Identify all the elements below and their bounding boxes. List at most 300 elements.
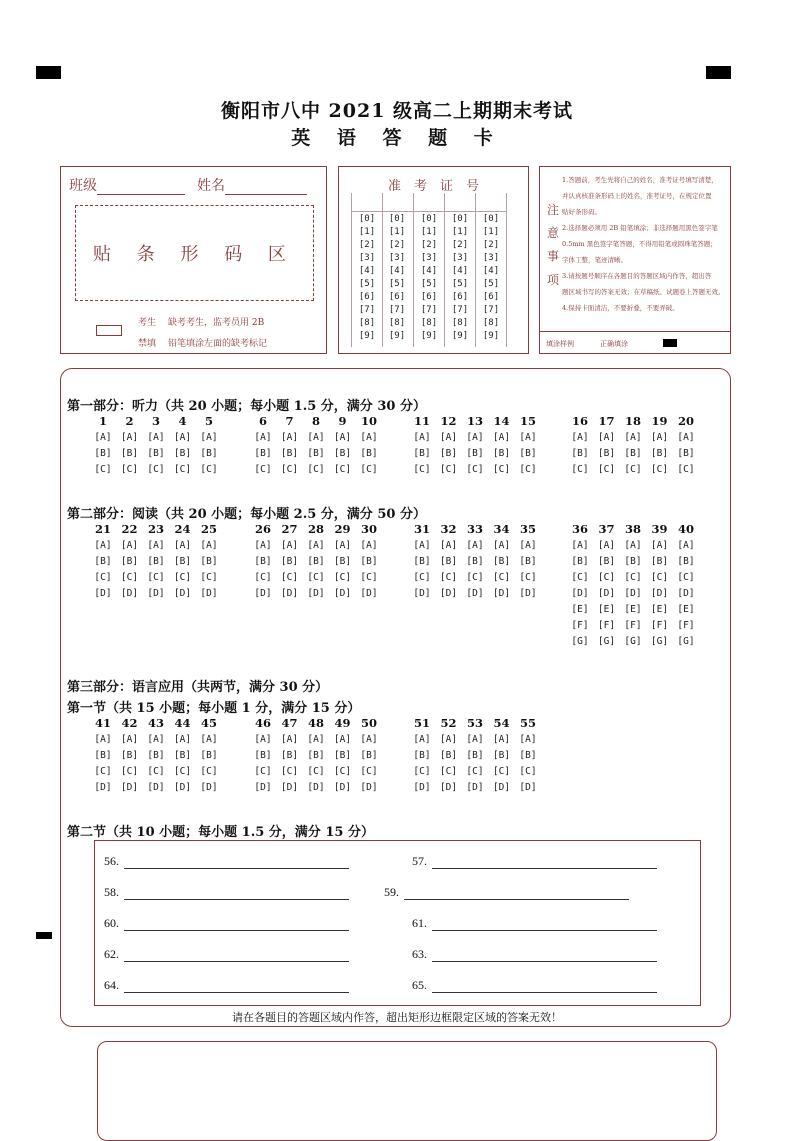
blank-number: 62. [104, 947, 119, 961]
admission-digit-bubble[interactable]: [6] [420, 292, 438, 302]
part2-option-bubble[interactable]: [A] [492, 540, 511, 551]
registration-mark-top-right [706, 66, 731, 79]
admission-digit-bubble[interactable]: [5] [358, 279, 376, 289]
part1-option-bubble[interactable]: [A] [519, 432, 537, 443]
part2-option-bubble[interactable]: [D] [439, 588, 458, 599]
part1-option-bubble[interactable]: [A] [492, 432, 511, 443]
blank-answer-line[interactable] [124, 992, 349, 993]
part2-option-bubble[interactable]: [F] [597, 620, 616, 631]
part1-option-bubble[interactable]: [B] [492, 448, 511, 459]
part3-option-bubble[interactable]: [D] [360, 782, 378, 793]
part2-option-bubble[interactable]: [F] [624, 620, 642, 631]
absent-mark-box[interactable] [96, 325, 122, 336]
admission-digit-bubble[interactable]: [4] [358, 266, 376, 276]
part3-option-bubble[interactable]: [A] [120, 734, 139, 745]
part1-option-bubble[interactable]: [B] [147, 448, 165, 459]
part2-option-bubble[interactable]: [C] [624, 572, 642, 583]
part2-option-bubble[interactable]: [B] [466, 556, 484, 567]
part2-option-bubble[interactable]: [D] [492, 588, 511, 599]
part3-option-bubble[interactable]: [A] [333, 734, 352, 745]
part1-option-bubble[interactable]: [B] [120, 448, 139, 459]
admission-digit-bubble[interactable]: [3] [482, 253, 500, 263]
part1-option-bubble[interactable]: [A] [200, 432, 218, 443]
part1-option-bubble[interactable]: [B] [597, 448, 616, 459]
part1-option-bubble[interactable]: [C] [677, 464, 695, 475]
part2-option-bubble[interactable]: [D] [677, 588, 695, 599]
part2-option-bubble[interactable]: [D] [597, 588, 616, 599]
admission-digit-bubble[interactable]: [3] [388, 253, 406, 263]
part3-option-bubble[interactable]: [B] [280, 750, 299, 761]
part2-option-bubble[interactable]: [C] [307, 572, 325, 583]
part2-option-bubble[interactable]: [B] [624, 556, 642, 567]
part3-option-bubble[interactable]: [D] [307, 782, 325, 793]
part2-option-bubble[interactable]: [A] [360, 540, 378, 551]
blank-answer-line[interactable] [124, 899, 349, 900]
admission-digit-bubble[interactable]: [1] [482, 227, 500, 237]
blank-answer-line[interactable] [432, 930, 657, 931]
part1-option-bubble[interactable]: [A] [439, 432, 458, 443]
admission-digit-bubble[interactable]: [7] [358, 305, 376, 315]
admission-digit-bubble[interactable]: [2] [420, 240, 438, 250]
admission-digit-bubble[interactable]: [6] [388, 292, 406, 302]
part2-option-bubble[interactable]: [C] [120, 572, 139, 583]
part3-option-bubble[interactable]: [C] [120, 766, 139, 777]
part2-question-number: 36 [571, 522, 588, 536]
admission-digit-bubble[interactable]: [2] [358, 240, 376, 250]
part2-option-bubble[interactable]: [C] [147, 572, 165, 583]
blank-answer-line[interactable] [432, 868, 657, 869]
part1-option-bubble[interactable]: [C] [333, 464, 352, 475]
part1-option-bubble[interactable]: [A] [360, 432, 378, 443]
part2-option-bubble[interactable]: [E] [677, 604, 695, 615]
part2-option-bubble[interactable]: [A] [650, 540, 669, 551]
part1-option-bubble[interactable]: [B] [439, 448, 458, 459]
admission-digit-bubble[interactable]: [0] [358, 214, 376, 224]
part3-option-bubble[interactable]: [A] [173, 734, 192, 745]
admission-digit-bubble[interactable]: [4] [420, 266, 438, 276]
part2-option-bubble[interactable]: [B] [439, 556, 458, 567]
part2-option-bubble[interactable]: [D] [200, 588, 218, 599]
part2-option-bubble[interactable]: [B] [94, 556, 112, 567]
part3-option-bubble[interactable]: [C] [413, 766, 431, 777]
part2-option-bubble[interactable]: [B] [519, 556, 537, 567]
notice-line: 3.请按题号顺序在各题目的答题区域内作答，超出答 [562, 272, 712, 280]
part1-question-number: 10 [360, 414, 377, 428]
part1-option-bubble[interactable]: [A] [466, 432, 484, 443]
part1-option-bubble[interactable]: [A] [120, 432, 139, 443]
part3-option-bubble[interactable]: [A] [254, 734, 272, 745]
part1-option-bubble[interactable]: [C] [173, 464, 192, 475]
part2-option-bubble[interactable]: [D] [624, 588, 642, 599]
part2-question-number: 32 [440, 522, 457, 536]
part2-option-bubble[interactable]: [A] [413, 540, 431, 551]
part2-option-bubble[interactable]: [E] [597, 604, 616, 615]
part2-option-bubble[interactable]: [E] [571, 604, 589, 615]
part2-question-number: 40 [677, 522, 694, 536]
part3-option-bubble[interactable]: [C] [307, 766, 325, 777]
part1-option-bubble[interactable]: [C] [466, 464, 484, 475]
admission-digit-bubble[interactable]: [3] [358, 253, 376, 263]
admission-digit-bubble[interactable]: [0] [388, 214, 406, 224]
part3-option-bubble[interactable]: [A] [307, 734, 325, 745]
admission-digit-bubble[interactable]: [8] [482, 318, 500, 328]
part3-option-bubble[interactable]: [A] [439, 734, 458, 745]
part3-option-bubble[interactable]: [D] [466, 782, 484, 793]
part2-option-bubble[interactable]: [B] [413, 556, 431, 567]
part2-option-bubble[interactable]: [G] [571, 636, 589, 647]
blank-answer-line[interactable] [432, 961, 657, 962]
part1-option-bubble[interactable]: [C] [439, 464, 458, 475]
part2-option-bubble[interactable]: [D] [650, 588, 669, 599]
name-field[interactable] [197, 175, 307, 195]
part3-option-bubble[interactable]: [A] [360, 734, 378, 745]
part3-option-bubble[interactable]: [B] [147, 750, 165, 761]
part3-option-bubble[interactable]: [C] [439, 766, 458, 777]
part1-option-bubble[interactable]: [C] [120, 464, 139, 475]
part3-option-bubble[interactable]: [D] [439, 782, 458, 793]
part1-question-number: 5 [204, 414, 213, 428]
part2-option-bubble[interactable]: [C] [333, 572, 352, 583]
part2-option-bubble[interactable]: [A] [624, 540, 642, 551]
part2-option-bubble[interactable]: [F] [571, 620, 589, 631]
part2-option-bubble[interactable]: [B] [307, 556, 325, 567]
admission-digit-bubble[interactable]: [8] [388, 318, 406, 328]
part2-option-bubble[interactable]: [C] [254, 572, 272, 583]
part1-option-bubble[interactable]: [C] [360, 464, 378, 475]
part2-question-number: 22 [121, 522, 138, 536]
part2-option-bubble[interactable]: [G] [597, 636, 616, 647]
admission-digit-bubble[interactable]: [5] [482, 279, 500, 289]
class-field[interactable] [69, 175, 185, 195]
part3-option-bubble[interactable]: [D] [147, 782, 165, 793]
part3-option-bubble[interactable]: [C] [94, 766, 112, 777]
part2-option-bubble[interactable]: [D] [333, 588, 352, 599]
part2-option-bubble[interactable]: [D] [173, 588, 192, 599]
part1-option-bubble[interactable]: [C] [413, 464, 431, 475]
part2-option-bubble[interactable]: [A] [254, 540, 272, 551]
part3-option-bubble[interactable]: [C] [519, 766, 537, 777]
part2-option-bubble[interactable]: [A] [94, 540, 112, 551]
part3-option-bubble[interactable]: [C] [333, 766, 352, 777]
part1-option-bubble[interactable]: [A] [147, 432, 165, 443]
part2-option-bubble[interactable]: [A] [677, 540, 695, 551]
part2-option-bubble[interactable]: [B] [677, 556, 695, 567]
fill-in-box [94, 840, 701, 1006]
part3-option-bubble[interactable]: [A] [466, 734, 484, 745]
part1-option-bubble[interactable]: [B] [519, 448, 537, 459]
admission-digit-bubble[interactable]: [9] [358, 331, 376, 341]
part2-option-bubble[interactable]: [A] [147, 540, 165, 551]
part1-option-bubble[interactable]: [A] [650, 432, 669, 443]
part1-option-bubble[interactable]: [A] [333, 432, 352, 443]
part1-option-bubble[interactable]: [A] [94, 432, 112, 443]
part3-option-bubble[interactable]: [B] [466, 750, 484, 761]
admission-digit-bubble[interactable]: [3] [420, 253, 438, 263]
admission-digit-bubble[interactable]: [4] [388, 266, 406, 276]
part3-option-bubble[interactable]: [D] [120, 782, 139, 793]
part2-option-bubble[interactable]: [C] [413, 572, 431, 583]
part2-option-bubble[interactable]: [A] [120, 540, 139, 551]
part3-option-bubble[interactable]: [A] [94, 734, 112, 745]
part1-option-bubble[interactable]: [A] [677, 432, 695, 443]
part1-option-bubble[interactable]: [B] [200, 448, 218, 459]
part3-sub2-title: 第二节（共 10 小题；每小题 1.5 分，满分 15 分） [67, 825, 374, 840]
blank-answer-line[interactable] [124, 930, 349, 931]
part1-option-bubble[interactable]: [B] [677, 448, 695, 459]
part2-option-bubble[interactable]: [C] [466, 572, 484, 583]
part2-option-bubble[interactable]: [A] [173, 540, 192, 551]
part2-option-bubble[interactable]: [D] [254, 588, 272, 599]
part1-option-bubble[interactable]: [B] [624, 448, 642, 459]
part2-option-bubble[interactable]: [D] [307, 588, 325, 599]
part2-option-bubble[interactable]: [B] [650, 556, 669, 567]
part2-option-bubble[interactable]: [B] [360, 556, 378, 567]
part3-option-bubble[interactable]: [A] [200, 734, 218, 745]
part2-option-bubble[interactable]: [D] [120, 588, 139, 599]
part3-option-bubble[interactable]: [A] [147, 734, 165, 745]
part1-question-number: 19 [651, 414, 668, 428]
blank-answer-line[interactable] [432, 992, 657, 993]
part3-option-bubble[interactable]: [D] [519, 782, 537, 793]
part2-option-bubble[interactable]: [C] [650, 572, 669, 583]
part2-option-bubble[interactable]: [F] [650, 620, 669, 631]
admission-digit-bubble[interactable]: [8] [420, 318, 438, 328]
part3-option-bubble[interactable]: [B] [94, 750, 112, 761]
admission-digit-bubble[interactable]: [5] [420, 279, 438, 289]
part1-option-bubble[interactable]: [A] [173, 432, 192, 443]
part1-option-bubble[interactable]: [C] [624, 464, 642, 475]
part2-option-bubble[interactable]: [C] [360, 572, 378, 583]
part1-option-bubble[interactable]: [C] [200, 464, 218, 475]
part1-option-bubble[interactable]: [B] [360, 448, 378, 459]
part1-option-bubble[interactable]: [C] [571, 464, 589, 475]
admission-digit-bubble[interactable]: [9] [420, 331, 438, 341]
part3-option-bubble[interactable]: [C] [147, 766, 165, 777]
part2-option-bubble[interactable]: [A] [200, 540, 218, 551]
part2-option-bubble[interactable]: [B] [254, 556, 272, 567]
admission-digit-bubble[interactable]: [1] [451, 227, 469, 237]
part2-option-bubble[interactable]: [A] [597, 540, 616, 551]
part3-option-bubble[interactable]: [B] [492, 750, 511, 761]
part1-option-bubble[interactable]: [A] [597, 432, 616, 443]
part1-option-bubble[interactable]: [B] [650, 448, 669, 459]
part1-option-bubble[interactable]: [C] [650, 464, 669, 475]
admission-digit-bubble[interactable]: [6] [451, 292, 469, 302]
part2-option-bubble[interactable]: [E] [624, 604, 642, 615]
part1-option-bubble[interactable]: [A] [307, 432, 325, 443]
part3-option-bubble[interactable]: [B] [173, 750, 192, 761]
part3-option-bubble[interactable]: [B] [200, 750, 218, 761]
part3-option-bubble[interactable]: [B] [307, 750, 325, 761]
part2-option-bubble[interactable]: [C] [439, 572, 458, 583]
part3-option-bubble[interactable]: [C] [254, 766, 272, 777]
part2-option-bubble[interactable]: [D] [413, 588, 431, 599]
part2-option-bubble[interactable]: [D] [571, 588, 589, 599]
part2-option-bubble[interactable]: [B] [200, 556, 218, 567]
part2-option-bubble[interactable]: [A] [333, 540, 352, 551]
part3-option-bubble[interactable]: [D] [200, 782, 218, 793]
admission-digit-bubble[interactable]: [8] [358, 318, 376, 328]
admission-digit-bubble[interactable]: [1] [420, 227, 438, 237]
part1-option-bubble[interactable]: [B] [254, 448, 272, 459]
admission-digit-bubble[interactable]: [7] [420, 305, 438, 315]
part1-option-bubble[interactable]: [C] [147, 464, 165, 475]
admission-digit-bubble[interactable]: [7] [388, 305, 406, 315]
part3-option-bubble[interactable]: [D] [492, 782, 511, 793]
part1-option-bubble[interactable]: [B] [307, 448, 325, 459]
part1-option-bubble[interactable]: [C] [307, 464, 325, 475]
blank-number: 56. [104, 854, 119, 868]
admission-digit-bubble[interactable]: [7] [482, 305, 500, 315]
part2-option-bubble[interactable]: [C] [94, 572, 112, 583]
part3-option-bubble[interactable]: [D] [333, 782, 352, 793]
notice-line: 贴好条形码。 [562, 208, 601, 216]
part1-option-bubble[interactable]: [A] [624, 432, 642, 443]
admission-digit-bubble[interactable]: [6] [358, 292, 376, 302]
part2-option-bubble[interactable]: [C] [597, 572, 616, 583]
admission-digit-bubble[interactable]: [1] [388, 227, 406, 237]
part2-option-bubble[interactable]: [B] [597, 556, 616, 567]
admission-digit-bubble[interactable]: [0] [420, 214, 438, 224]
part3-option-bubble[interactable]: [B] [439, 750, 458, 761]
blank-number: 59. [384, 885, 399, 899]
part2-option-bubble[interactable]: [C] [173, 572, 192, 583]
part1-option-bubble[interactable]: [C] [254, 464, 272, 475]
part2-option-bubble[interactable]: [D] [280, 588, 299, 599]
part1-option-bubble[interactable]: [C] [280, 464, 299, 475]
part1-option-bubble[interactable]: [C] [519, 464, 537, 475]
blank-number: 58. [104, 885, 119, 899]
part2-option-bubble[interactable]: [G] [624, 636, 642, 647]
admission-digit-bubble[interactable]: [0] [451, 214, 469, 224]
blank-answer-line[interactable] [404, 899, 629, 900]
part2-option-bubble[interactable]: [B] [173, 556, 192, 567]
part2-option-bubble[interactable]: [C] [519, 572, 537, 583]
part1-option-bubble[interactable]: [A] [280, 432, 299, 443]
part2-option-bubble[interactable]: [E] [650, 604, 669, 615]
admission-digit-bubble[interactable]: [2] [451, 240, 469, 250]
admission-digit-bubble[interactable]: [5] [388, 279, 406, 289]
admission-digit-bubble[interactable]: [0] [482, 214, 500, 224]
part1-option-bubble[interactable]: [C] [94, 464, 112, 475]
admission-digit-bubble[interactable]: [9] [388, 331, 406, 341]
absent-label-2: 禁填 [138, 339, 157, 349]
part2-option-bubble[interactable]: [B] [147, 556, 165, 567]
part1-option-bubble[interactable]: [A] [571, 432, 589, 443]
part2-option-bubble[interactable]: [C] [280, 572, 299, 583]
part2-option-bubble[interactable]: [G] [650, 636, 669, 647]
part2-option-bubble[interactable]: [B] [492, 556, 511, 567]
part1-option-bubble[interactable]: [C] [597, 464, 616, 475]
admission-digit-bubble[interactable]: [7] [451, 305, 469, 315]
part3-option-bubble[interactable]: [B] [519, 750, 537, 761]
admission-digit-bubble[interactable]: [2] [388, 240, 406, 250]
part3-option-bubble[interactable]: [B] [413, 750, 431, 761]
notice-side-label: 事 [547, 249, 560, 263]
admission-digit-bubble[interactable]: [5] [451, 279, 469, 289]
part3-option-bubble[interactable]: [A] [519, 734, 537, 745]
part3-option-bubble[interactable]: [A] [280, 734, 299, 745]
part2-option-bubble[interactable]: [C] [677, 572, 695, 583]
part2-option-bubble[interactable]: [C] [571, 572, 589, 583]
part2-option-bubble[interactable]: [B] [333, 556, 352, 567]
part3-option-bubble[interactable]: [A] [413, 734, 431, 745]
part3-option-bubble[interactable]: [A] [492, 734, 511, 745]
part1-option-bubble[interactable]: [B] [571, 448, 589, 459]
part2-option-bubble[interactable]: [F] [677, 620, 695, 631]
admission-digit-bubble[interactable]: [1] [358, 227, 376, 237]
blank-answer-line[interactable] [124, 868, 349, 869]
part3-option-bubble[interactable]: [C] [280, 766, 299, 777]
part3-option-bubble[interactable]: [B] [333, 750, 352, 761]
part3-option-bubble[interactable]: [B] [120, 750, 139, 761]
part2-option-bubble[interactable]: [A] [466, 540, 484, 551]
part2-option-bubble[interactable]: [B] [120, 556, 139, 567]
part1-option-bubble[interactable]: [A] [254, 432, 272, 443]
part3-option-bubble[interactable]: [D] [94, 782, 112, 793]
part1-option-bubble[interactable]: [B] [333, 448, 352, 459]
part2-option-bubble[interactable]: [D] [466, 588, 484, 599]
part1-option-bubble[interactable]: [A] [413, 432, 431, 443]
part1-option-bubble[interactable]: [B] [94, 448, 112, 459]
part3-option-bubble[interactable]: [D] [173, 782, 192, 793]
part2-option-bubble[interactable]: [B] [571, 556, 589, 567]
part2-option-bubble[interactable]: [A] [280, 540, 299, 551]
part2-question-number: 26 [254, 522, 271, 536]
part2-option-bubble[interactable]: [D] [147, 588, 165, 599]
filled-bubble-example [663, 339, 677, 347]
part2-option-bubble[interactable]: [G] [677, 636, 695, 647]
part1-question-number: 2 [125, 414, 134, 428]
part1-option-bubble[interactable]: [C] [492, 464, 511, 475]
part2-option-bubble[interactable]: [D] [519, 588, 537, 599]
part3-option-bubble[interactable]: [B] [254, 750, 272, 761]
part1-option-bubble[interactable]: [B] [280, 448, 299, 459]
part2-option-bubble[interactable]: [A] [307, 540, 325, 551]
admission-digit-bubble[interactable]: [9] [482, 331, 500, 341]
admission-digit-bubble[interactable]: [4] [482, 266, 500, 276]
part2-option-bubble[interactable]: [C] [200, 572, 218, 583]
part2-option-bubble[interactable]: [D] [94, 588, 112, 599]
part3-option-bubble[interactable]: [D] [254, 782, 272, 793]
part3-option-bubble[interactable]: [C] [466, 766, 484, 777]
admission-digit-bubble[interactable]: [2] [482, 240, 500, 250]
part2-option-bubble[interactable]: [D] [360, 588, 378, 599]
part3-option-bubble[interactable]: [C] [492, 766, 511, 777]
part1-question-number: 12 [440, 414, 457, 428]
part1-option-bubble[interactable]: [B] [466, 448, 484, 459]
part2-option-bubble[interactable]: [A] [439, 540, 458, 551]
part3-option-bubble[interactable]: [D] [413, 782, 431, 793]
part3-option-bubble[interactable]: [C] [173, 766, 192, 777]
admission-digit-bubble[interactable]: [3] [451, 253, 469, 263]
admission-digit-bubble[interactable]: [4] [451, 266, 469, 276]
part3-option-bubble[interactable]: [D] [280, 782, 299, 793]
part1-option-bubble[interactable]: [B] [173, 448, 192, 459]
part2-option-bubble[interactable]: [C] [492, 572, 511, 583]
part2-option-bubble[interactable]: [A] [519, 540, 537, 551]
part1-option-bubble[interactable]: [B] [413, 448, 431, 459]
admission-digit-bubble[interactable]: [9] [451, 331, 469, 341]
admission-digit-bubble[interactable]: [8] [451, 318, 469, 328]
part3-option-bubble[interactable]: [C] [200, 766, 218, 777]
part2-option-bubble[interactable]: [A] [571, 540, 589, 551]
part3-option-bubble[interactable]: [C] [360, 766, 378, 777]
blank-answer-line[interactable] [124, 961, 349, 962]
admission-digit-bubble[interactable]: [6] [482, 292, 500, 302]
part2-option-bubble[interactable]: [B] [280, 556, 299, 567]
part3-option-bubble[interactable]: [B] [360, 750, 378, 761]
